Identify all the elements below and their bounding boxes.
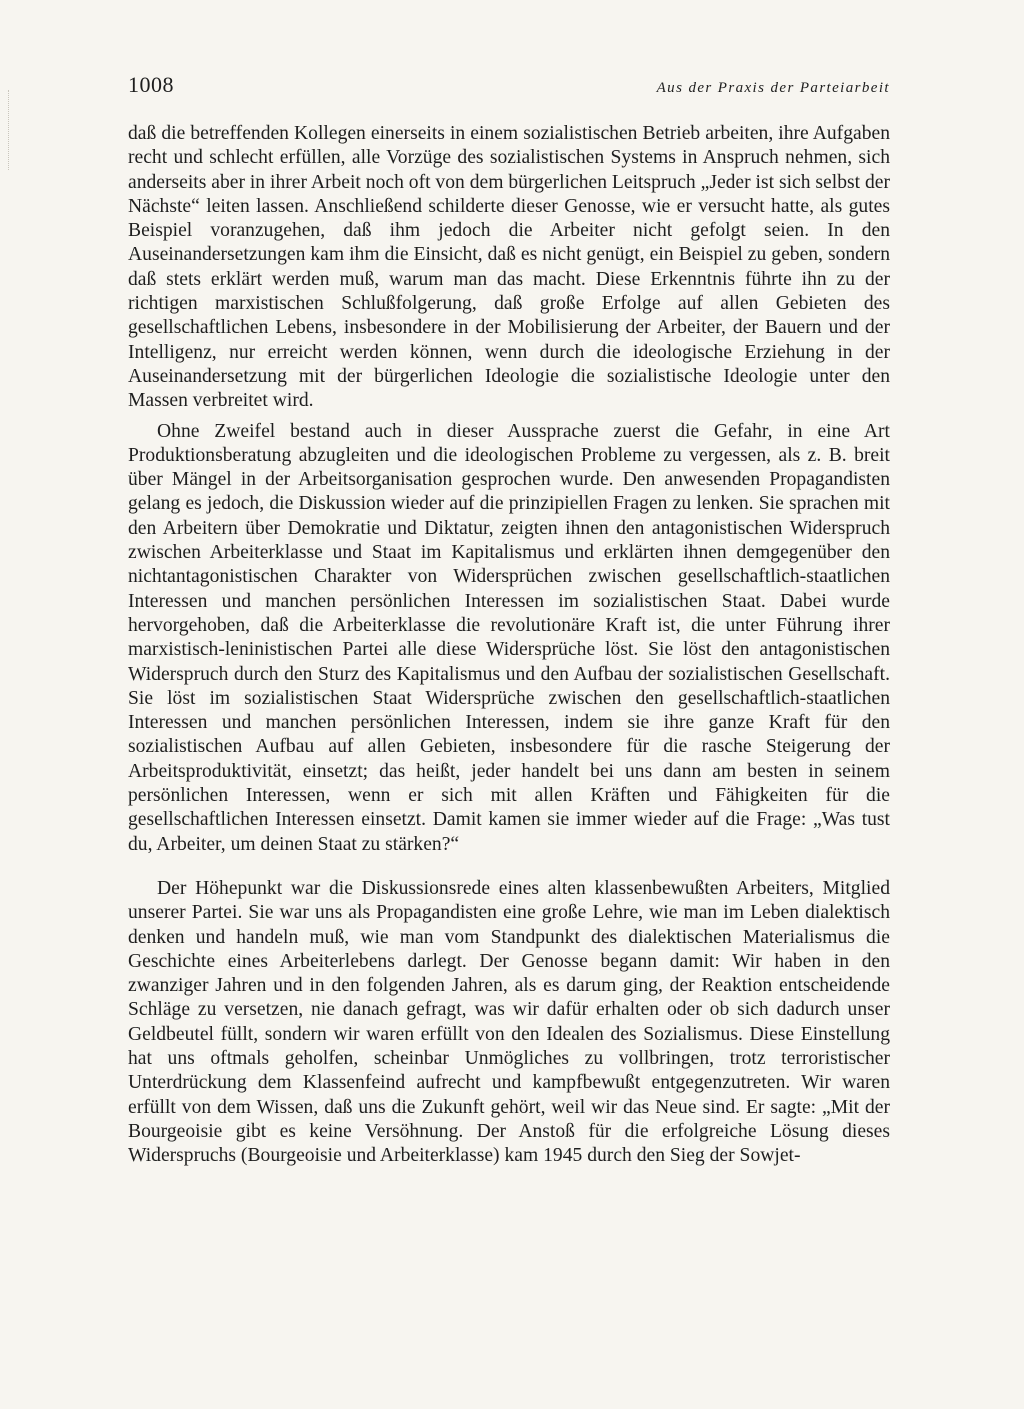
paragraph-3: Der Höhepunkt war die Diskussionsrede eines alten klassenbewußten Arbeiters, Mitglied unserer Partei. Sie war uns als Propagandisten eine große Lehre, wie man im Leben dialektisch denken und handeln muß, wie man vom Standpunkt des dialektischen Materialismus die Geschichte eines Arbeiterlebens darlegt. Der Genosse begann damit: Wir haben in den zwanziger Jahren und in den folgenden Jahren, als es darum ging, der Reaktion entscheidende Schläge zu versetzen, nie danach gefragt, was wir dafür erhalten oder ob sich dadurch unser Geldbeutel füllt, sondern wir waren erfüllt von den Idealen des Sozialismus. Diese Einstellung hat uns oftmals geholfen, scheinbar Unmögliches zu vollbringen, trotz terroristischer Unterdrückung dem Klassenfeind aufrecht und kampfbewußt entgegenzutreten. Wir waren erfüllt von dem Wissen, daß uns die Zukunft gehört, weil wir das Neue sind. Er sagte: „Mit der Bourgeoisie gibt es keine Versöhnung. Der Anstoß für die erfolgreiche Lösung dieses Widerspruchs (Bourgeoisie und Arbeiterklasse) kam 1945 durch den Sieg der Sowjet- <box>128 877 890 1167</box>
document-page <box>128 72 890 1168</box>
paragraph-2: Ohne Zweifel bestand auch in dieser Aussprache zuerst die Gefahr, in eine Art Produktionsberatung abzugleiten und die ideologischen Probleme zu vergessen, als z. B. breit über Mängel in der Arbeitsorganisation gesprochen wurde. Den anwesenden Propagandisten gelang es jedoch, die Diskussion wieder auf die prinzipiellen Fragen zu lenken. Sie sprachen mit den Arbeitern über Demokratie und Diktatur, zeigten ihnen den antagonistischen Widerspruch zwischen Arbeiterklasse und Staat im Kapitalismus und erklärten ihnen demgegenüber den nichtantagonistischen Charakter von Widersprüchen zwischen gesellschaftlich-staatlichen Interessen und manchen persönlichen Interessen im sozialistischen Staat. Dabei wurde hervorgehoben, daß die Arbeiterklasse die revolutionäre Kraft ist, die unter Führung ihrer marxistisch-leninistischen Partei alle diese Widersprüche löst. Sie löst den antagonistischen Widerspruch durch den Sturz des Kapitalismus und den Aufbau der sozialistischen Gesellschaft. Sie löst im sozialistischen Staat Widersprüche zwischen den gesellschaftlich-staatlichen Interessen und manchen persönlichen Interessen, indem sie ihre ganze Kraft für den sozialistischen Aufbau auf allen Gebieten, insbesondere für die rasche Steigerung der Arbeitsproduktivität, einsetzt; das heißt, jeder handelt bei uns dann am besten in seinem persönlichen Interessen, wenn er sich mit allen Kräften und Fähigkeiten für die gesellschaftlichen Interessen einsetzt. Damit kamen sie immer wieder auf die Frage: „Was tust du, Arbeiter, um deinen Staat zu stärken?“ <box>128 420 890 855</box>
body-text <box>128 122 890 1168</box>
running-head: Aus der Praxis der Parteiarbeit <box>656 80 890 96</box>
page-number: 1008 <box>128 72 174 97</box>
scan-margin-marks <box>8 90 11 170</box>
page-header <box>128 72 890 122</box>
paragraph-1: daß die betreffenden Kollegen einerseits in einem sozialistischen Betrieb arbeiten, ihre Aufgaben recht und schlecht erfüllen, alle Vorzüge des sozialistischen Systems in Anspruch nehmen, sich anderseits aber in ihrer Arbeit noch oft von dem bürgerlichen Leitspruch „Jeder ist sich selbst der Nächste“ leiten lassen. Anschließend schilderte dieser Genosse, wie er versucht hatte, als gutes Beispiel voranzugehen, daß ihm jedoch die Arbeiter nicht gefolgt seien. In den Auseinandersetzungen kam ihm die Einsicht, daß es nicht genügt, ein Beispiel zu geben, sondern daß stets erklärt werden muß, warum man das macht. Diese Erkenntnis führte ihn zu der richtigen marxistischen Schlußfolgerung, daß große Erfolge auf allen Gebieten des gesellschaftlichen Lebens, insbesondere in der Mobilisierung der Arbeiter, der Bauern und der Intelligenz, nur erreicht werden können, wenn durch die ideologische Erziehung in der Auseinandersetzung mit der bürgerlichen Ideologie die sozialistische Ideologie unter den Massen verbreitet wird. <box>128 123 890 412</box>
